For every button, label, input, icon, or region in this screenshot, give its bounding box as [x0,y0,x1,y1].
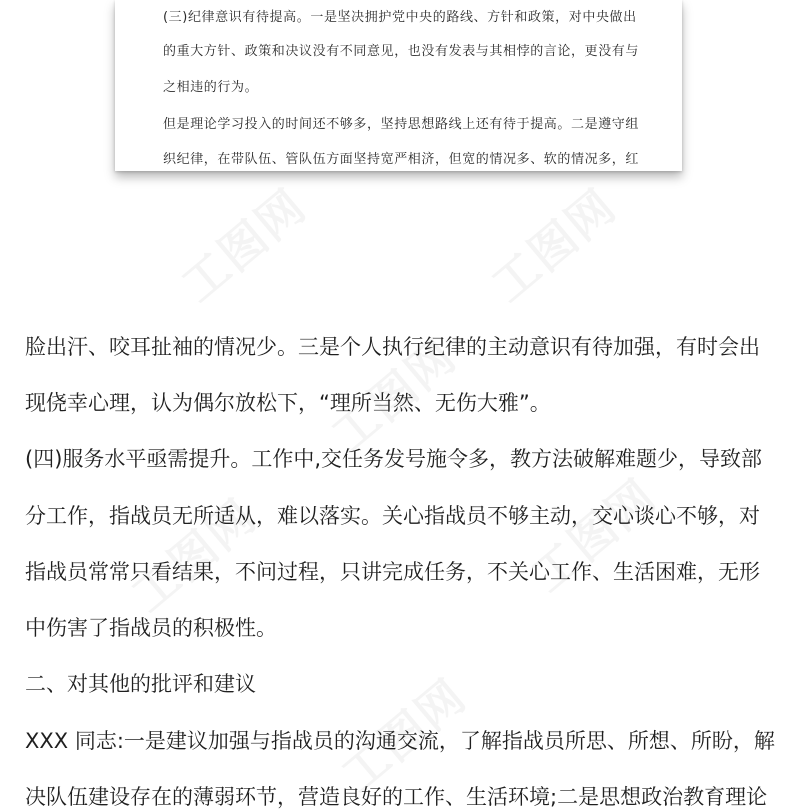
preview-text-line: (三)纪律意识有待提高。一是坚决拥护党中央的路线、方针和政策，对中央做出 [163,10,637,25]
watermark: 工图网 [171,178,317,313]
body-text-line: 脸出汗、咬耳扯袖的情况少。三是个人执行纪律的主动意识有待加强，有时会出 [25,335,760,359]
body-text-line: (四)服务水平亟需提升。工作中,交任务发号施令多，教方法破解难题少，导致部 [25,447,763,471]
section-heading: 二、对其他的批评和建议 [25,672,256,696]
body-text-line: 分工作，指战员无所适从，难以落实。关心指战员不够主动，交心谈心不够，对 [25,504,760,528]
body-text-line: 现侥幸心理，认为偶尔放松下，“理所当然、无伤大雅”。 [25,391,551,415]
watermark: 工图网 [521,468,667,603]
preview-text-line: 但是理论学习投入的时间还不够多，坚持思想路线上还有待于提高。二是遵守组 [163,117,640,132]
watermark: 工图网 [481,178,627,313]
watermark: 工图网 [331,668,477,803]
body-text-line: 指战员常常只看结果，不问过程，只讲完成任务，不关心工作、生活困难，无形 [25,560,760,584]
preview-text-line: 之相违的行为。 [163,80,259,95]
preview-text-line: 织纪律，在带队伍、管队伍方面坚持宽严相济，但宽的情况多、软的情况多，红 [163,152,640,167]
preview-text-line: 的重大方针、政策和决议没有不同意见，也没有发表与其相悖的言论，更没有与 [163,44,640,59]
body-text-line: 中伤害了指战员的积极性。 [25,616,277,640]
document-page-preview [115,0,682,171]
watermark: 工图网 [321,328,467,463]
watermark: 工图网 [121,488,267,623]
body-text-line: 决队伍建设存在的薄弱环节，营造良好的工作、生活环境;二是思想政治教育理论 [25,785,768,809]
body-text-line: XXX 同志:一是建议加强与指战员的沟通交流，了解指战员所思、所想、所盼，解 [25,729,775,753]
